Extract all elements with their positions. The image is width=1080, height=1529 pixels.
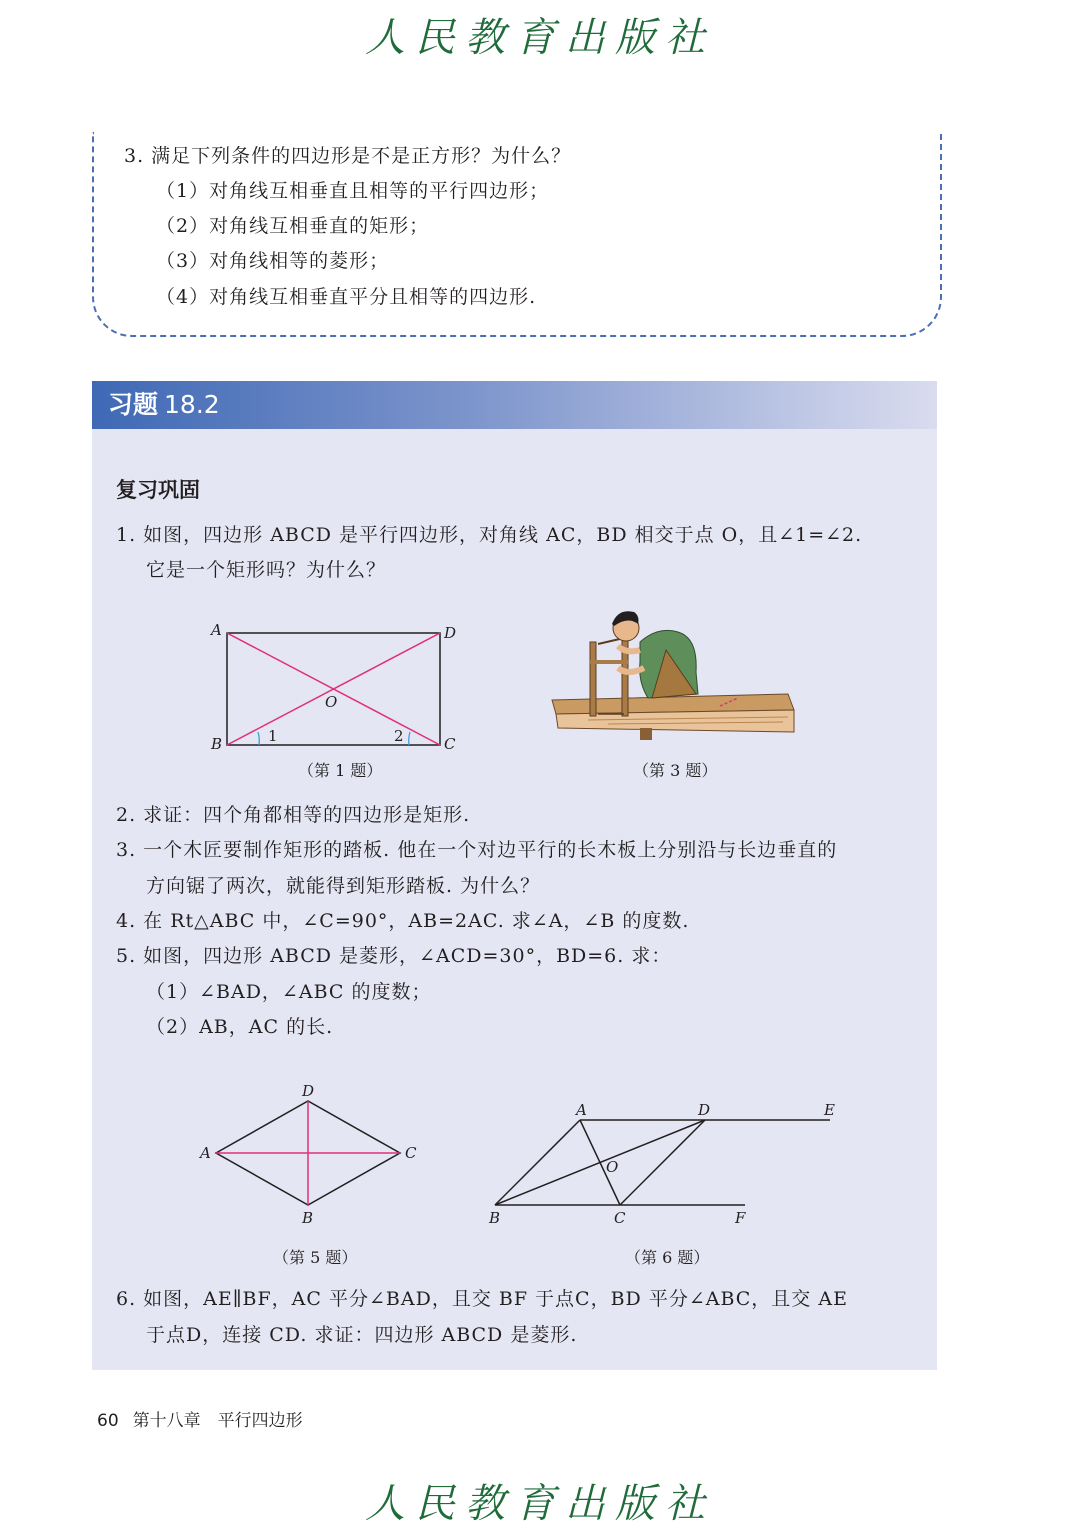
problem-5-line-3: （2）AB，AC 的长. <box>146 1016 334 1038</box>
chapter-title: 第十八章 平行四边形 <box>132 1411 303 1431</box>
problem-6-line-2: 于点D，连接 CD. 求证：四边形 ABCD 是菱形. <box>146 1324 578 1346</box>
problem-1-line-2: 它是一个矩形吗？为什么？ <box>146 559 387 581</box>
page-number: 60 <box>97 1411 119 1431</box>
figure-6-diagram <box>480 1095 850 1230</box>
figure-1-diagram <box>200 615 470 760</box>
figure-1-caption: （第 1 题） <box>298 761 383 780</box>
exercise-label: 习题 <box>108 390 159 419</box>
figure-6-caption: （第 6 题） <box>625 1248 710 1267</box>
figure-5-caption: （第 5 题） <box>273 1248 358 1267</box>
figure-5-diagram <box>192 1078 432 1228</box>
problem-3-line-2: 方向锯了两次，就能得到矩形踏板. 为什么？ <box>146 875 541 897</box>
fig6-label-F: F <box>735 1209 746 1227</box>
practice-item: （2）对角线互相垂直的矩形； <box>156 215 430 237</box>
problem-6-line-1: 6. 如图，AE∥BF，AC 平分∠BAD，且交 BF 于点C，BD 平分∠ABC，且交 AE <box>116 1288 848 1310</box>
fig1-label-O: O <box>325 693 338 711</box>
fig6-label-D: D <box>698 1101 711 1119</box>
problem-3-line-1: 3. 一个木匠要制作矩形的踏板. 他在一个对边平行的长木板上分别沿与长边垂直的 <box>116 839 838 861</box>
problem-5-line-2: （1）∠BAD，∠ABC 的度数； <box>146 981 432 1003</box>
publisher-watermark-top: 人民教育出版社 <box>365 15 715 61</box>
fig6-label-A: A <box>576 1101 587 1119</box>
practice-item: （3）对角线相等的菱形； <box>156 250 390 272</box>
fig5-label-D: D <box>302 1082 315 1100</box>
problem-1-line-1: 1. 如图，四边形 ABCD 是平行四边形，对角线 AC，BD 相交于点 O，且∠1=∠2. <box>116 524 863 546</box>
fig1-label-B: B <box>211 735 223 753</box>
fig5-label-A: A <box>200 1144 211 1162</box>
carpenter-illustration <box>548 602 798 742</box>
fig6-label-B: B <box>489 1209 501 1227</box>
fig6-label-E: E <box>824 1101 835 1119</box>
fig1-label-A: A <box>211 621 222 639</box>
fig1-label-C: C <box>444 735 456 753</box>
publisher-watermark-bottom: 人民教育出版社 <box>365 1481 715 1527</box>
page-footer <box>97 1406 303 1431</box>
problem-2: 2. 求证：四个角都相等的四边形是矩形. <box>116 804 471 826</box>
problem-5-line-1: 5. 如图，四边形 ABCD 是菱形，∠ACD=30°，BD=6. 求： <box>116 945 672 967</box>
practice-question-3: 3. 满足下列条件的四边形是不是正方形？为什么？ <box>124 145 572 167</box>
practice-item: （4）对角线互相垂直平分且相等的四边形. <box>156 286 537 308</box>
exercise-number: 18.2 <box>164 390 220 419</box>
problem-4: 4. 在 Rt△ABC 中，∠C=90°，AB=2AC. 求∠A，∠B 的度数. <box>116 910 690 932</box>
fig6-label-O: O <box>606 1158 619 1176</box>
practice-item: （1）对角线互相垂直且相等的平行四边形； <box>156 180 550 202</box>
fig6-label-C: C <box>614 1209 626 1227</box>
figure-3-caption: （第 3 题） <box>633 761 718 780</box>
fig1-angle-2: 2 <box>394 727 404 745</box>
section-heading: 复习巩固 <box>116 478 200 502</box>
fig1-angle-1: 1 <box>268 727 278 745</box>
fig5-label-C: C <box>405 1144 417 1162</box>
exercise-title <box>108 388 220 422</box>
fig1-label-D: D <box>444 624 457 642</box>
fig5-label-B: B <box>302 1209 314 1227</box>
